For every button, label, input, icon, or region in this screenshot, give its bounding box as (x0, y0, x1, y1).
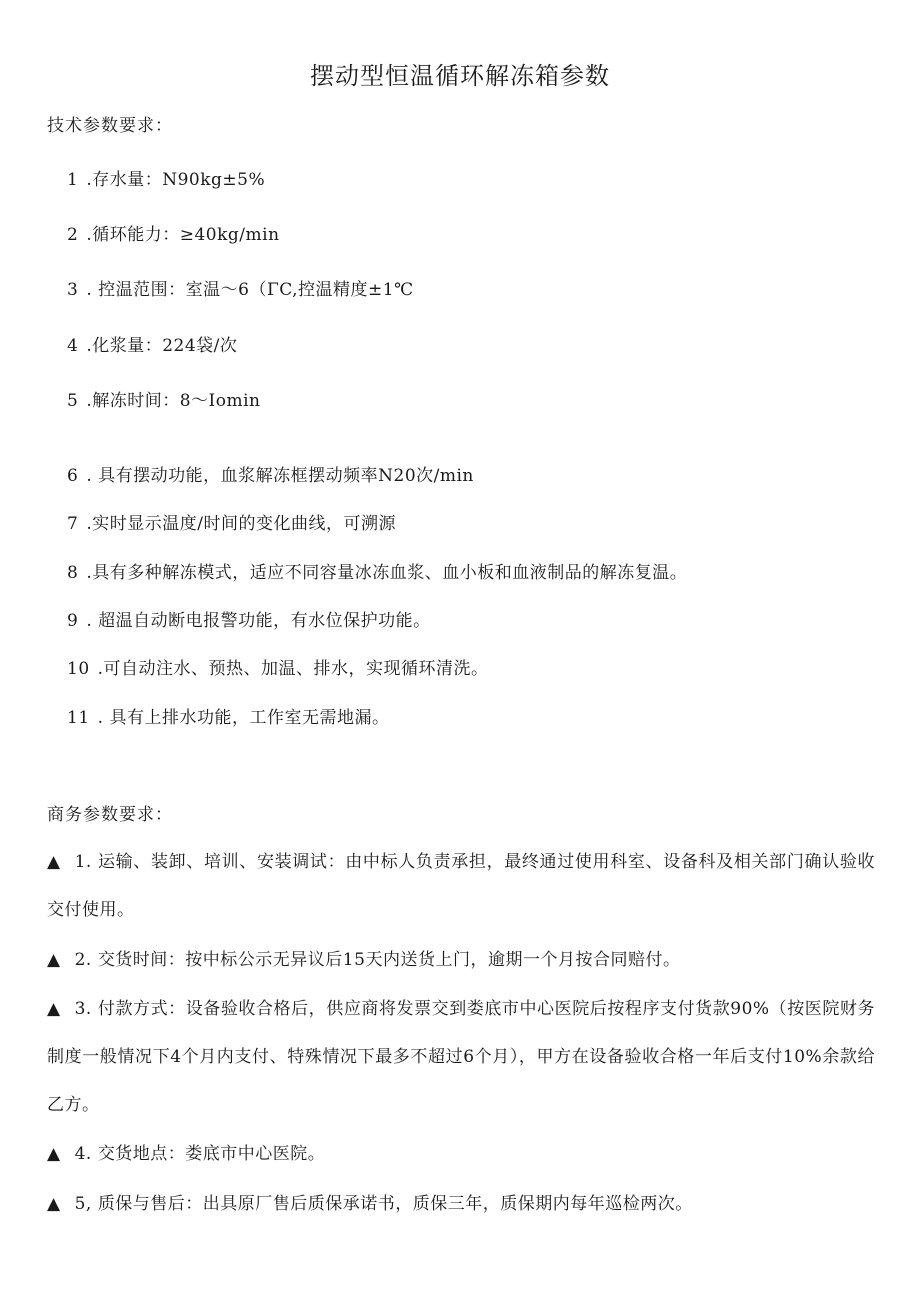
item-number: 10 (67, 659, 90, 679)
item-text: 交货地点：娄底市中心医院。 (97, 1144, 326, 1164)
technical-item (67, 561, 687, 585)
item-text: 质保与售后：出具原厂售后质保承诺书，质保三年，质保期内每年巡检两次。 (97, 1194, 693, 1214)
item-text: 付款方式：设备验收合格后，供应商将发票交到娄底市中心医院后按程序支付货款90%（按医院财务制度一般情况下4个月内支付、特殊情况下最多不超过6个月），甲方在设备验收合格一年后支付10%余款给乙方。 (47, 999, 875, 1115)
business-item (47, 1130, 875, 1178)
technical-item (67, 706, 389, 730)
item-number: 5, (74, 1194, 92, 1214)
item-number: 7 (67, 514, 79, 534)
item-number: 6 (67, 466, 79, 486)
item-number: 8 (67, 563, 79, 583)
item-number: 2 (67, 225, 79, 245)
technical-item (67, 223, 280, 247)
item-number: 4. (74, 1144, 92, 1164)
item-text: .存水量：N90kg±5% (86, 170, 266, 190)
item-number: 1. (74, 852, 92, 872)
item-text: .化浆量：224袋/次 (86, 336, 238, 356)
item-text: . 具有摆动功能，血浆解冻框摆动频率N20次∕min (86, 466, 474, 486)
item-number: 3. (74, 999, 92, 1019)
triangle-marker-icon: ▲ (47, 1194, 61, 1214)
triangle-marker-icon: ▲ (47, 1144, 61, 1164)
business-item (47, 985, 875, 1129)
item-text: .实时显示温度/时间的变化曲线，可溯源 (86, 514, 396, 534)
item-number: 9 (67, 611, 79, 631)
triangle-marker-icon: ▲ (47, 999, 61, 1019)
item-number: 3 (67, 280, 79, 300)
item-text: . 具有上排水功能，工作室无需地漏。 (97, 708, 390, 728)
item-text: . 控温范围：室温～6（ΓC,控温精度±1℃ (86, 280, 414, 300)
item-number: 1 (67, 170, 79, 190)
business-item (47, 838, 875, 934)
item-number: 11 (67, 708, 90, 728)
technical-item (67, 389, 261, 413)
item-number: 5 (67, 391, 79, 411)
business-item (47, 936, 875, 984)
business-heading: 商务参数要求： (47, 805, 173, 825)
item-text: .解冻时间：8～Iomin (86, 391, 261, 411)
item-text: . 超温自动断电报警功能，有水位保护功能。 (86, 611, 431, 631)
item-text: 交货时间：按中标公示无异议后15天内送货上门，逾期一个月按合同赔付。 (97, 950, 681, 970)
technical-item (67, 512, 396, 536)
technical-item (67, 168, 265, 192)
item-text: 运输、装卸、培训、安装调试：由中标人负责承担，最终通过使用科室、设备科及相关部门确认验收交付使用。 (47, 852, 875, 920)
item-text: .具有多种解冻模式，适应不同容量冰冻血浆、血小板和血液制品的解冻复温。 (86, 563, 688, 583)
technical-item (67, 609, 431, 633)
technical-item (67, 278, 414, 302)
item-number: 4 (67, 336, 79, 356)
business-item (47, 1180, 875, 1228)
triangle-marker-icon: ▲ (47, 950, 61, 970)
item-number: 2. (74, 950, 92, 970)
technical-heading: 技术参数要求： (47, 116, 173, 136)
technical-item (67, 334, 237, 358)
triangle-marker-icon: ▲ (47, 852, 61, 872)
item-text: .可自动注水、预热、加温、排水，实现循环清洗。 (97, 659, 489, 679)
technical-item (67, 464, 474, 488)
page-title: 摆动型恒温循环解冻箱参数 (310, 62, 610, 90)
technical-item (67, 657, 489, 681)
item-text: .循环能力：≥40kg∕min (86, 225, 280, 245)
